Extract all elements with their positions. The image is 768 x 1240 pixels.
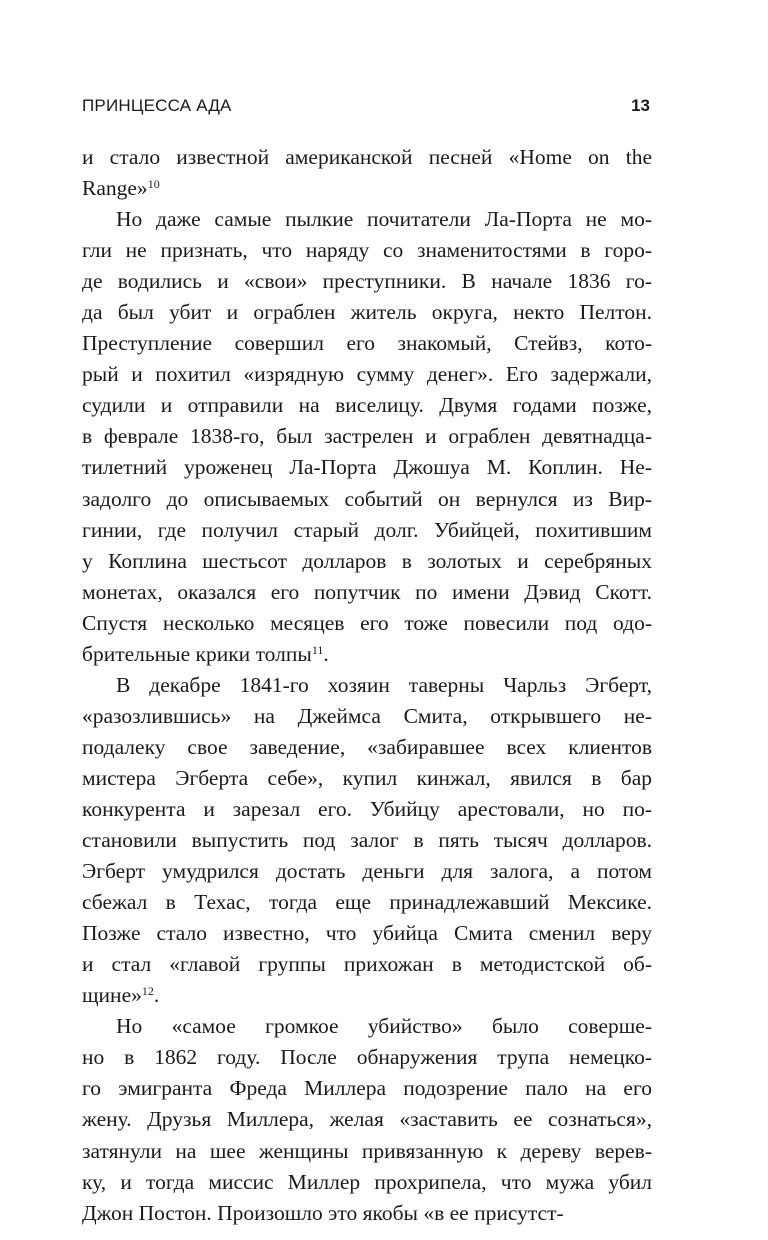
line-text: Но «самое громкое убийство» было соверше- (116, 1014, 652, 1039)
text-line (82, 204, 652, 235)
text-line (82, 173, 652, 204)
line-text: конкурента и зарезал его. Убийцу арестовали, но по- (82, 796, 652, 821)
line-text: Спустя несколько месяцев его тоже повесили под одо- (82, 610, 652, 635)
text-line (82, 825, 652, 856)
text-line (82, 763, 652, 794)
footnote-marker[interactable]: 12 (141, 984, 154, 999)
line-text: гли не признать, что наряду со знаменитостями в горо- (82, 238, 652, 263)
text-line (82, 701, 652, 732)
text-line (82, 918, 652, 949)
line-tail: . (323, 641, 329, 666)
line-text: становили выпустить под залог в пять тысяч долларов. (82, 828, 652, 853)
body-text (82, 142, 652, 1229)
running-head: ПРИНЦЕССА АДА (82, 96, 232, 115)
line-text: у Коплина шестьсот долларов в золотых и серебряных (82, 548, 652, 573)
text-line (82, 546, 652, 577)
text-line (82, 1198, 652, 1229)
text-line (82, 577, 652, 608)
line-text: Эгберт умудрился достать деньги для залога, а потом (82, 859, 652, 884)
text-line (82, 421, 652, 452)
line-text: «разозлившись» на Джеймса Смита, открывшего не- (82, 703, 652, 728)
line-text: да был убит и ограблен житель округа, некто Пелтон. (82, 300, 652, 325)
paragraph (82, 1011, 652, 1228)
line-text: Джон Постон. Произошло это якобы «в ее присутст- (82, 1200, 564, 1225)
line-text: и стало известной американской песней «Home on the (82, 145, 652, 169)
line-text: го эмигранта Фреда Миллера подозрение пало на его (82, 1076, 652, 1101)
line-text: монетах, оказался его попутчик по имени Дэвид Скотт. (82, 579, 652, 604)
text-line (82, 1136, 652, 1167)
text-line (82, 266, 652, 297)
text-line (82, 856, 652, 887)
footnote-marker[interactable]: 10 (147, 177, 160, 192)
line-text: де водились и «свои» преступники. В начале 1836 го- (82, 269, 652, 294)
line-text: Позже стало известно, что убийца Смита сменил веру (82, 921, 652, 946)
text-line (82, 235, 652, 266)
paragraph (82, 142, 652, 204)
line-text: гинии, где получил старый долг. Убийцей, похитившим (82, 517, 652, 542)
line-text: В декабре 1841-го хозяин таверны Чарльз Эгберт, (116, 672, 652, 697)
text-line (82, 794, 652, 825)
text-line (82, 608, 652, 639)
text-line (82, 639, 652, 670)
line-text: ку, и тогда миссис Миллер прохрипела, что мужа убил (82, 1169, 652, 1194)
line-text: Range» (82, 176, 148, 201)
line-text: щине» (82, 983, 142, 1008)
footnote-marker[interactable]: 11 (311, 642, 324, 657)
text-line (82, 484, 652, 515)
line-text: задолго до описываемых событий он вернулся из Вир- (82, 486, 652, 511)
text-line (82, 297, 652, 328)
line-text: в феврале 1838-го, был застрелен и ограблен девятнадца- (82, 424, 652, 449)
text-line (82, 1042, 652, 1073)
line-text: рый и похитил «изрядную сумму денег». Его задержали, (82, 362, 652, 387)
line-text: Преступление совершил его знакомый, Стейвз, кото- (82, 331, 652, 356)
line-tail: . (153, 983, 160, 1008)
text-line (82, 980, 652, 1011)
line-text: но в 1862 году. После обнаружения трупа немецко- (82, 1045, 652, 1070)
text-line (82, 390, 652, 421)
text-line (82, 949, 652, 980)
text-line (82, 359, 652, 390)
text-line (82, 670, 652, 701)
line-text: жену. Друзья Миллера, желая «заставить ее сознаться», (82, 1107, 652, 1132)
text-line (82, 515, 652, 546)
text-line (82, 452, 652, 483)
text-line (82, 1011, 652, 1042)
line-text: мистера Эгберта себе», купил кинжал, явился в бар (82, 765, 652, 790)
line-text: брительные крики толпы (82, 641, 312, 666)
text-line (82, 1073, 652, 1104)
line-text: и стал «главой группы прихожан в методистской об- (82, 952, 652, 977)
page-number: 13 (631, 96, 650, 115)
line-text: подалеку свое заведение, «забиравшее всех клиентов (82, 734, 652, 759)
line-text: Но даже самые пылкие почитатели Ла-Порта не мо- (116, 207, 652, 232)
text-line (82, 1104, 652, 1135)
line-text: судили и отправили на виселицу. Двумя годами позже, (82, 393, 652, 418)
paragraph (82, 670, 652, 1012)
paragraph (82, 204, 652, 670)
text-line (82, 142, 652, 173)
text-line (82, 1167, 652, 1198)
line-text: тилетний уроженец Ла-Порта Джошуа М. Коплин. Не- (82, 455, 652, 480)
text-line (82, 732, 652, 763)
text-line (82, 328, 652, 359)
text-line (82, 887, 652, 918)
line-text: сбежал в Техас, тогда еще принадлежавший Мексике. (82, 890, 652, 915)
line-text: затянули на шее женщины привязанную к дереву верев- (82, 1138, 652, 1163)
